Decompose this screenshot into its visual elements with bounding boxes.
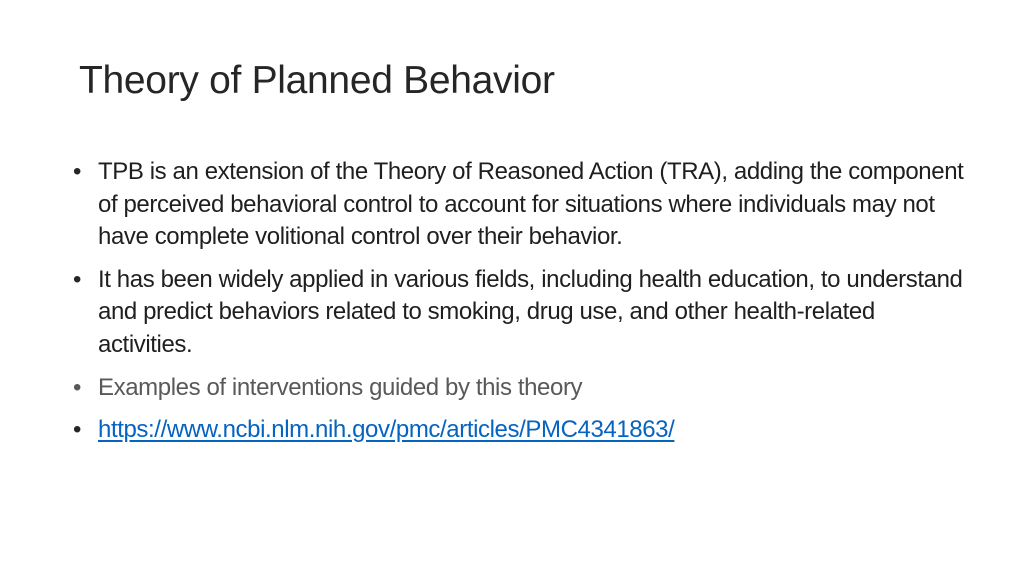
bullet-item-interventions (73, 372, 973, 405)
bullet-point-icon: • (73, 265, 82, 293)
bullet-item-applications (73, 264, 973, 362)
bullet-text: It has been widely applied in various fields, including health education, to understand and predict behaviors related to smoking, drug use, and other health-related activities. (98, 265, 963, 358)
bullet-list (73, 156, 973, 457)
slide-title: Theory of Planned Behavior (79, 59, 555, 102)
bullet-text: Examples of interventions guided by this theory (98, 373, 583, 401)
bullet-point-icon: • (73, 373, 82, 401)
bullet-item-reference-link (73, 414, 973, 447)
bullet-text: TPB is an extension of the Theory of Reasoned Action (TRA), adding the component of perceived behavioral control to account for situations where individuals may not have complete volitional control over their behavior. (98, 158, 964, 251)
reference-link[interactable]: https://www.ncbi.nlm.nih.gov/pmc/articles/PMC4341863/ (98, 416, 675, 444)
bullet-item-tpb-extension (73, 156, 973, 254)
bullet-point-icon: • (73, 416, 82, 444)
bullet-point-icon: • (73, 158, 82, 185)
